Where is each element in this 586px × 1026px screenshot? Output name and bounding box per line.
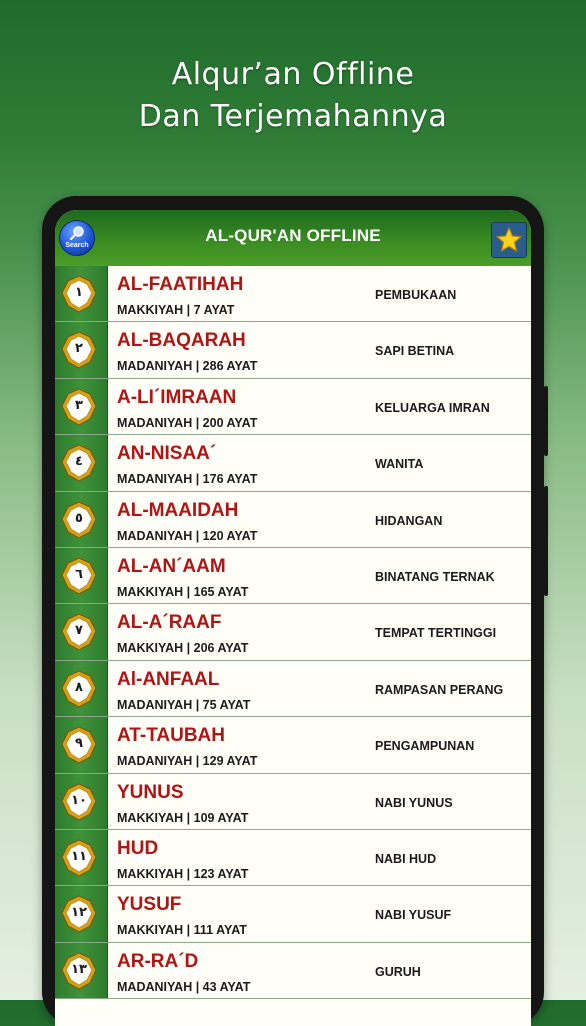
surah-number-column bbox=[55, 379, 108, 434]
surah-name: AL-AN´AAM bbox=[117, 555, 226, 577]
surah-name: AL-A´RAAF bbox=[117, 612, 222, 634]
surah-number-column bbox=[55, 661, 108, 716]
promo-line-1: Alqur’an Offline bbox=[171, 57, 415, 92]
surah-number: ٩ bbox=[75, 736, 83, 752]
surah-name: AT-TAUBAH bbox=[117, 725, 225, 747]
surah-row[interactable] bbox=[55, 886, 531, 942]
surah-row[interactable] bbox=[55, 322, 531, 378]
surah-row[interactable] bbox=[55, 266, 531, 322]
surah-number-badge bbox=[61, 895, 97, 933]
surah-revelation-info: MAKKIYAH | 111 AYAT bbox=[117, 923, 247, 938]
surah-meaning: TEMPAT TERTINGGI bbox=[375, 626, 497, 641]
surah-revelation-info: MAKKIYAH | 7 AYAT bbox=[117, 303, 235, 317]
surah-number-column bbox=[55, 266, 108, 321]
surah-row[interactable] bbox=[55, 661, 531, 717]
surah-meaning: PEMBUKAAN bbox=[375, 288, 457, 302]
surah-row[interactable] bbox=[55, 435, 531, 491]
surah-number-badge bbox=[61, 839, 97, 877]
surah-revelation-info: MADANIYAH | 176 AYAT bbox=[117, 472, 258, 487]
surah-name: YUNUS bbox=[117, 781, 184, 803]
surah-number-badge bbox=[61, 275, 97, 313]
surah-row[interactable] bbox=[55, 604, 531, 660]
surah-revelation-info: MADANIYAH | 129 AYAT bbox=[117, 754, 258, 769]
surah-number-column bbox=[55, 548, 108, 603]
surah-number-badge bbox=[61, 501, 97, 539]
promo-headline bbox=[0, 54, 586, 138]
surah-revelation-info: MADANIYAH | 120 AYAT bbox=[117, 528, 258, 543]
surah-number: ٤ bbox=[75, 454, 83, 470]
surah-number-badge bbox=[61, 444, 97, 482]
surah-number-badge bbox=[61, 952, 97, 990]
surah-number: ٦ bbox=[75, 566, 83, 582]
surah-row[interactable] bbox=[55, 379, 531, 435]
surah-meaning: SAPI BETINA bbox=[375, 344, 455, 359]
surah-name: AL-MAAIDAH bbox=[117, 499, 239, 521]
surah-name: Al-ANFAAL bbox=[117, 668, 220, 690]
surah-row[interactable] bbox=[55, 830, 531, 886]
surah-meaning: NABI YUSUF bbox=[375, 908, 452, 923]
search-button-label: Search bbox=[65, 242, 89, 249]
surah-number-column bbox=[55, 604, 108, 659]
surah-revelation-info: MADANIYAH | 286 AYAT bbox=[117, 359, 258, 374]
surah-name: A-LI´IMRAAN bbox=[117, 386, 237, 408]
surah-name: YUSUF bbox=[117, 894, 182, 916]
surah-row[interactable] bbox=[55, 717, 531, 773]
surah-name: AR-RA´D bbox=[117, 950, 199, 972]
surah-number-badge bbox=[61, 783, 97, 821]
surah-row[interactable] bbox=[55, 774, 531, 830]
app-title: AL-QUR'AN OFFLINE bbox=[205, 226, 381, 245]
surah-name: AL-BAQARAH bbox=[117, 330, 246, 352]
surah-revelation-info: MADANIYAH | 75 AYAT bbox=[117, 697, 251, 712]
surah-meaning: RAMPASAN PERANG bbox=[375, 682, 504, 697]
surah-name: AN-NISAA´ bbox=[117, 443, 217, 465]
surah-meaning: NABI YUNUS bbox=[375, 795, 453, 810]
surah-revelation-info: MAKKIYAH | 109 AYAT bbox=[117, 810, 249, 825]
surah-meaning: BINATANG TERNAK bbox=[375, 569, 495, 584]
surah-number-column bbox=[55, 774, 108, 829]
surah-number-badge bbox=[61, 613, 97, 651]
phone-side-button bbox=[544, 386, 548, 456]
surah-number-column bbox=[55, 435, 108, 490]
surah-number: ٣ bbox=[75, 397, 83, 413]
surah-number-badge bbox=[61, 388, 97, 426]
surah-number: ١٠ bbox=[71, 792, 87, 808]
promo-line-2: Dan Terjemahannya bbox=[138, 99, 448, 134]
surah-revelation-info: MAKKIYAH | 123 AYAT bbox=[117, 866, 249, 881]
surah-number-badge bbox=[61, 557, 97, 595]
surah-revelation-info: MAKKIYAH | 165 AYAT bbox=[117, 584, 249, 599]
surah-number-column bbox=[55, 322, 108, 377]
phone-frame bbox=[42, 196, 544, 1026]
surah-number-badge bbox=[61, 670, 97, 708]
surah-meaning: PENGAMPUNAN bbox=[375, 739, 475, 754]
favorites-button[interactable] bbox=[491, 222, 527, 258]
surah-number-badge bbox=[61, 726, 97, 764]
surah-number-column bbox=[55, 830, 108, 885]
surah-meaning: HIDANGAN bbox=[375, 513, 443, 528]
surah-number-column bbox=[55, 886, 108, 941]
surah-revelation-info: MADANIYAH | 43 AYAT bbox=[117, 979, 251, 994]
surah-name: HUD bbox=[117, 837, 159, 859]
surah-number: ٢ bbox=[75, 341, 83, 357]
surah-number: ١٣ bbox=[71, 961, 87, 977]
surah-list bbox=[55, 266, 531, 999]
surah-row[interactable] bbox=[55, 548, 531, 604]
surah-number: ٨ bbox=[75, 679, 83, 695]
surah-number: ١٢ bbox=[71, 905, 87, 921]
surah-number-badge bbox=[61, 331, 97, 369]
surah-number-column bbox=[55, 492, 108, 547]
surah-number-column bbox=[55, 943, 108, 998]
surah-row[interactable] bbox=[55, 943, 531, 999]
surah-number: ١١ bbox=[71, 848, 87, 864]
surah-number: ٥ bbox=[75, 510, 83, 526]
app-screen bbox=[55, 210, 531, 1026]
surah-revelation-info: MAKKIYAH | 206 AYAT bbox=[117, 641, 249, 656]
star-icon bbox=[495, 226, 523, 254]
surah-number-column bbox=[55, 717, 108, 772]
surah-meaning: KELUARGA IMRAN bbox=[375, 400, 490, 415]
surah-meaning: NABI HUD bbox=[375, 851, 437, 866]
surah-meaning: GURUH bbox=[375, 964, 421, 979]
app-bar bbox=[55, 210, 531, 266]
surah-row[interactable] bbox=[55, 492, 531, 548]
surah-meaning: WANITA bbox=[375, 457, 424, 472]
phone-volume-button bbox=[544, 486, 548, 596]
surah-number: ١ bbox=[75, 285, 83, 300]
surah-name: AL-FAATIHAH bbox=[117, 274, 244, 295]
surah-revelation-info: MADANIYAH | 200 AYAT bbox=[117, 415, 258, 430]
surah-number: ٧ bbox=[75, 623, 83, 639]
